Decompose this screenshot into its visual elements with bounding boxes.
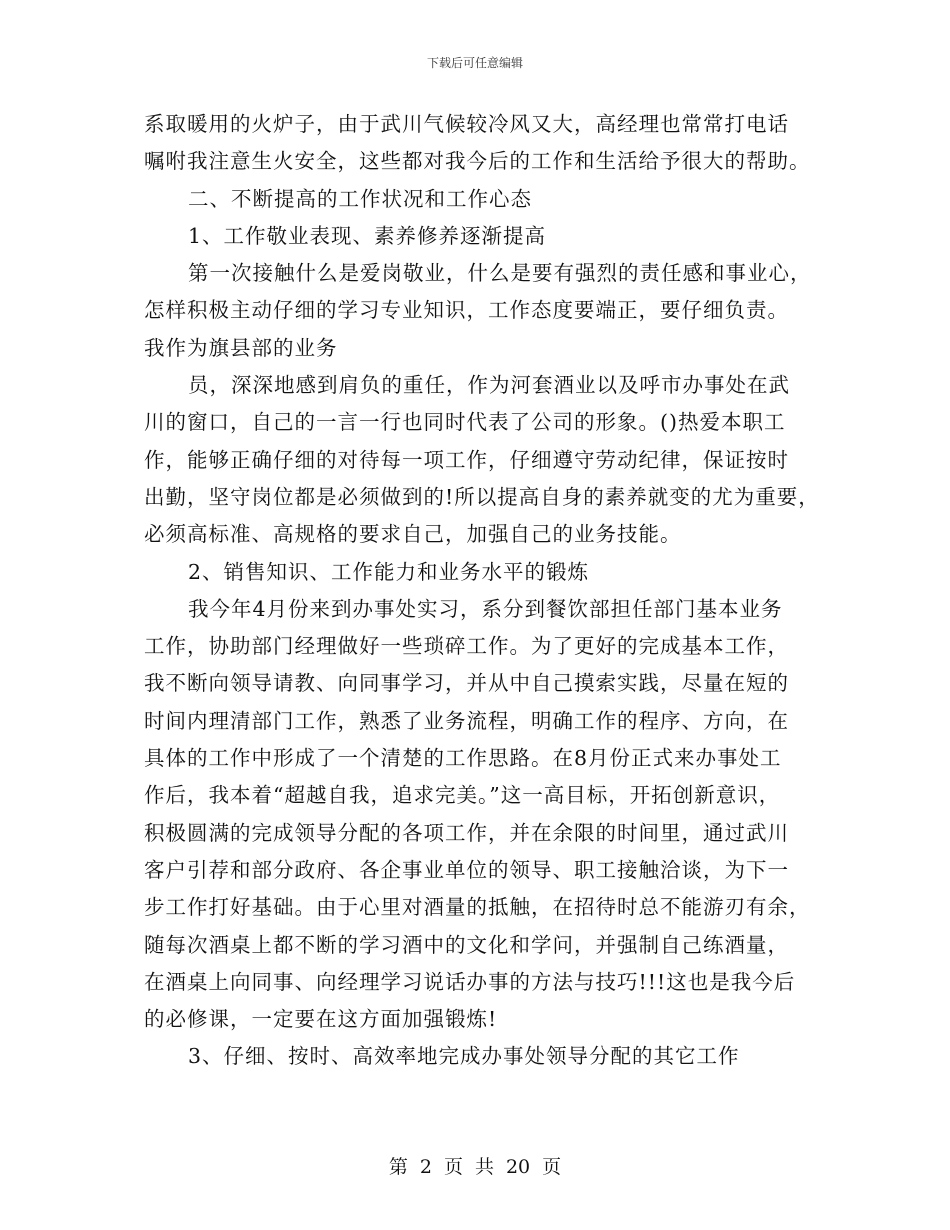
text-line: 具体的工作中形成了一个清楚的工作思路。在8月份正式来办事处工 bbox=[144, 746, 782, 771]
footer-total-label: 共 bbox=[474, 1156, 494, 1178]
text-line: 时间内理清部门工作，熟悉了业务流程，明确工作的程序、方向，在 bbox=[144, 708, 789, 733]
text-line: 我今年4月份来到办事处实习，系分到餐饮部担任部门基本业务 bbox=[188, 596, 783, 621]
text-line: 随每次酒桌上都不断的学习酒中的文化和学问，并强制自己练酒量， bbox=[144, 932, 789, 957]
text-line: 怎样积极主动仔细的学习专业知识，工作态度要端正，要仔细负责。 bbox=[144, 298, 789, 323]
text-line: 作后，我本着“超越自我，追求完美。”这一高目标，开拓创新意识， bbox=[144, 783, 781, 808]
text-line: 我作为旗县部的业务 bbox=[144, 335, 338, 360]
text-line: 我不断向领导请教、向同事学习，并从中自己摸索实践，尽量在短的 bbox=[144, 671, 789, 696]
text-line: 积极圆满的完成领导分配的各项工作，并在余限的时间里，通过武川 bbox=[144, 820, 789, 845]
text-line: 嘱咐我注意生火安全，这些都对我今后的工作和生活给予很大的帮助。 bbox=[144, 149, 811, 174]
text-line: 系取暖用的火炉子，由于武川气候较冷风又大，高经理也常常打电话 bbox=[144, 112, 789, 136]
text-line: 1、工作敬业表现、素养修养逐渐提高 bbox=[188, 223, 547, 248]
footer-page-word: 页 bbox=[443, 1156, 463, 1178]
text-line: 在酒桌上向同事、向经理学习说话办事的方法与技巧!!!这也是我今后 bbox=[144, 969, 796, 994]
footer-prefix: 第 bbox=[388, 1156, 408, 1178]
text-line: 员，深深地感到肩负的重任，作为河套酒业以及呼市办事处在武 bbox=[188, 373, 790, 398]
page-number: 2 bbox=[419, 1156, 432, 1178]
text-line: 第一次接触什么是爱岗敬业，什么是要有强烈的责任感和事业心， bbox=[188, 261, 812, 286]
document-body bbox=[144, 106, 824, 1076]
text-line: 川的窗口，自己的一言一行也同时代表了公司的形象。()热爱本职工 bbox=[144, 410, 786, 435]
text-line: 作，能够正确仔细的对待每一项工作，仔细遵守劳动纪律，保证按时 bbox=[144, 447, 789, 472]
footer-suffix: 页 bbox=[542, 1156, 562, 1178]
text-line: 客户引荐和部分政府、各企事业单位的领导、职工接触洽谈，为下一 bbox=[144, 857, 789, 882]
text-line: 工作，协助部门经理做好一些琐碎工作。为了更好的完成基本工作， bbox=[144, 634, 789, 659]
page-header: 下载后可任意编辑 bbox=[426, 56, 523, 70]
text-line: 步工作打好基础。由于心里对酒量的抵触，在招待时总不能游刃有余， bbox=[144, 895, 811, 920]
total-pages: 20 bbox=[505, 1156, 531, 1178]
page-footer bbox=[0, 1152, 950, 1179]
text-line: 出勤，坚守岗位都是必须做到的!所以提高自身的素养就变的尤为重要， bbox=[144, 484, 820, 509]
text-line: 3、仔细、按时、高效率地完成办事处领导分配的其它工作 bbox=[188, 1044, 740, 1069]
text-line: 必须高标准、高规格的要求自己，加强自己的业务技能。 bbox=[144, 522, 682, 547]
text-line: 2、销售知识、工作能力和业务水平的锻炼 bbox=[188, 559, 590, 584]
text-line: 二、不断提高的工作状况和工作心态 bbox=[188, 186, 532, 211]
text-line: 的必修课，一定要在这方面加强锻炼! bbox=[144, 1007, 498, 1032]
